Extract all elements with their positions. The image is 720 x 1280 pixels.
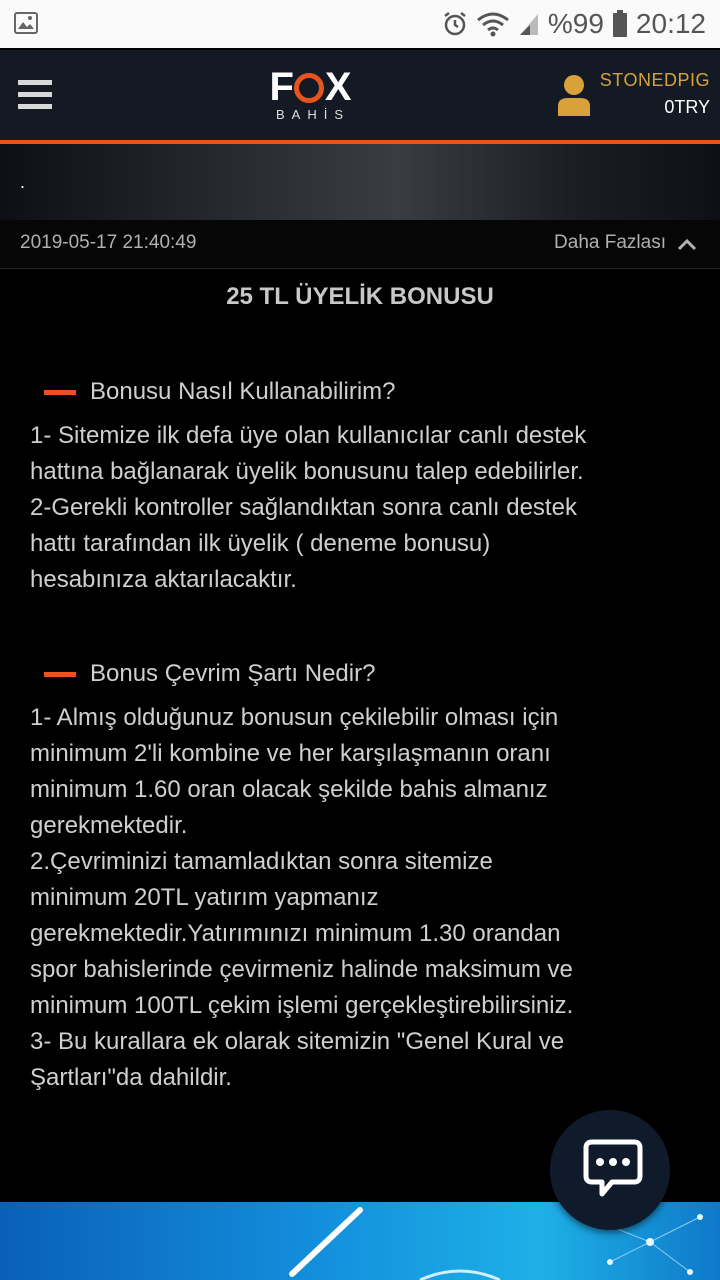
logo-subtitle: BAHİS (275, 107, 350, 122)
site-logo[interactable] (262, 66, 358, 126)
section-body-usage (30, 418, 700, 598)
section-heading-usage: Bonusu Nasıl Kullanabilirim? (44, 378, 395, 406)
text-line: minimum 20TL yatırım yapmanız (30, 884, 379, 911)
signal-icon (518, 11, 540, 37)
logo-wordmark: F X (269, 65, 351, 109)
dash-bullet (44, 672, 76, 677)
app-header (0, 50, 720, 140)
username[interactable]: STONEDPIG (599, 70, 710, 90)
text-line: minimum 2'li kombine ve her karşılaşmanın oranı (30, 740, 551, 767)
user-avatar-icon[interactable] (556, 74, 592, 116)
section-body-wagering (30, 700, 700, 1096)
battery-percentage: %99 (547, 8, 604, 39)
text-line: gerekmektedir.Yatırımınızı minimum 1.30 orandan (30, 920, 561, 947)
text-line: minimum 1.60 oran olacak şekilde bahis almanız (30, 776, 548, 803)
alarm-icon (442, 11, 468, 37)
text-line: 1- Almış olduğunuz bonusun çekilebilir olması için (30, 704, 559, 731)
wifi-icon (476, 11, 510, 37)
text-line: hattına bağlanarak üyelik bonusunu talep edebilirler. (30, 458, 584, 485)
text-line: spor bahislerinde çevirmeniz halinde maksimum ve (30, 956, 573, 983)
article-title: 25 TL ÜYELİK BONUSU (226, 283, 494, 310)
chevron-up-icon[interactable] (676, 234, 698, 254)
status-bar (0, 0, 720, 48)
text-line: hesabınıza aktarılacaktır. (30, 566, 297, 593)
text-line: 3- Bu kurallara ek olarak sitemizin "Genel Kural ve (30, 1028, 565, 1055)
text-line: 2.Çevriminizi tamamladıktan sonra sitemize (30, 848, 493, 875)
live-chat-button[interactable] (550, 1110, 670, 1230)
balance: 0TRY (664, 97, 710, 117)
hamburger-menu-icon[interactable] (18, 80, 52, 112)
text-line: 1- Sitemize ilk defa üye olan kullanıcılar canlı destek (30, 422, 587, 449)
text-line: Şartları"da dahildir. (30, 1064, 232, 1091)
more-toggle-label[interactable]: Daha Fazlası (554, 232, 666, 253)
text-line: gerekmektedir. (30, 812, 188, 839)
gallery-icon (14, 12, 38, 34)
text-line: hattı tarafından ilk üyelik ( deneme bonusu) (30, 530, 491, 557)
article-date: 2019-05-17 21:40:49 (20, 232, 197, 253)
battery-icon (612, 10, 628, 38)
section-heading-wagering: Bonus Çevrim Şartı Nedir? (44, 660, 375, 688)
dash-bullet (44, 390, 76, 395)
article-banner (0, 144, 720, 220)
banner-text: . (20, 172, 26, 192)
chat-bubble-icon (550, 1110, 670, 1230)
clock: 20:12 (635, 8, 706, 39)
text-line: minimum 100TL çekim işlemi gerçekleştirebilirsiniz. (30, 992, 574, 1019)
logo-o-ring (294, 73, 324, 103)
text-line: 2-Gerekli kontroller sağlandıktan sonra canlı destek (30, 494, 577, 521)
